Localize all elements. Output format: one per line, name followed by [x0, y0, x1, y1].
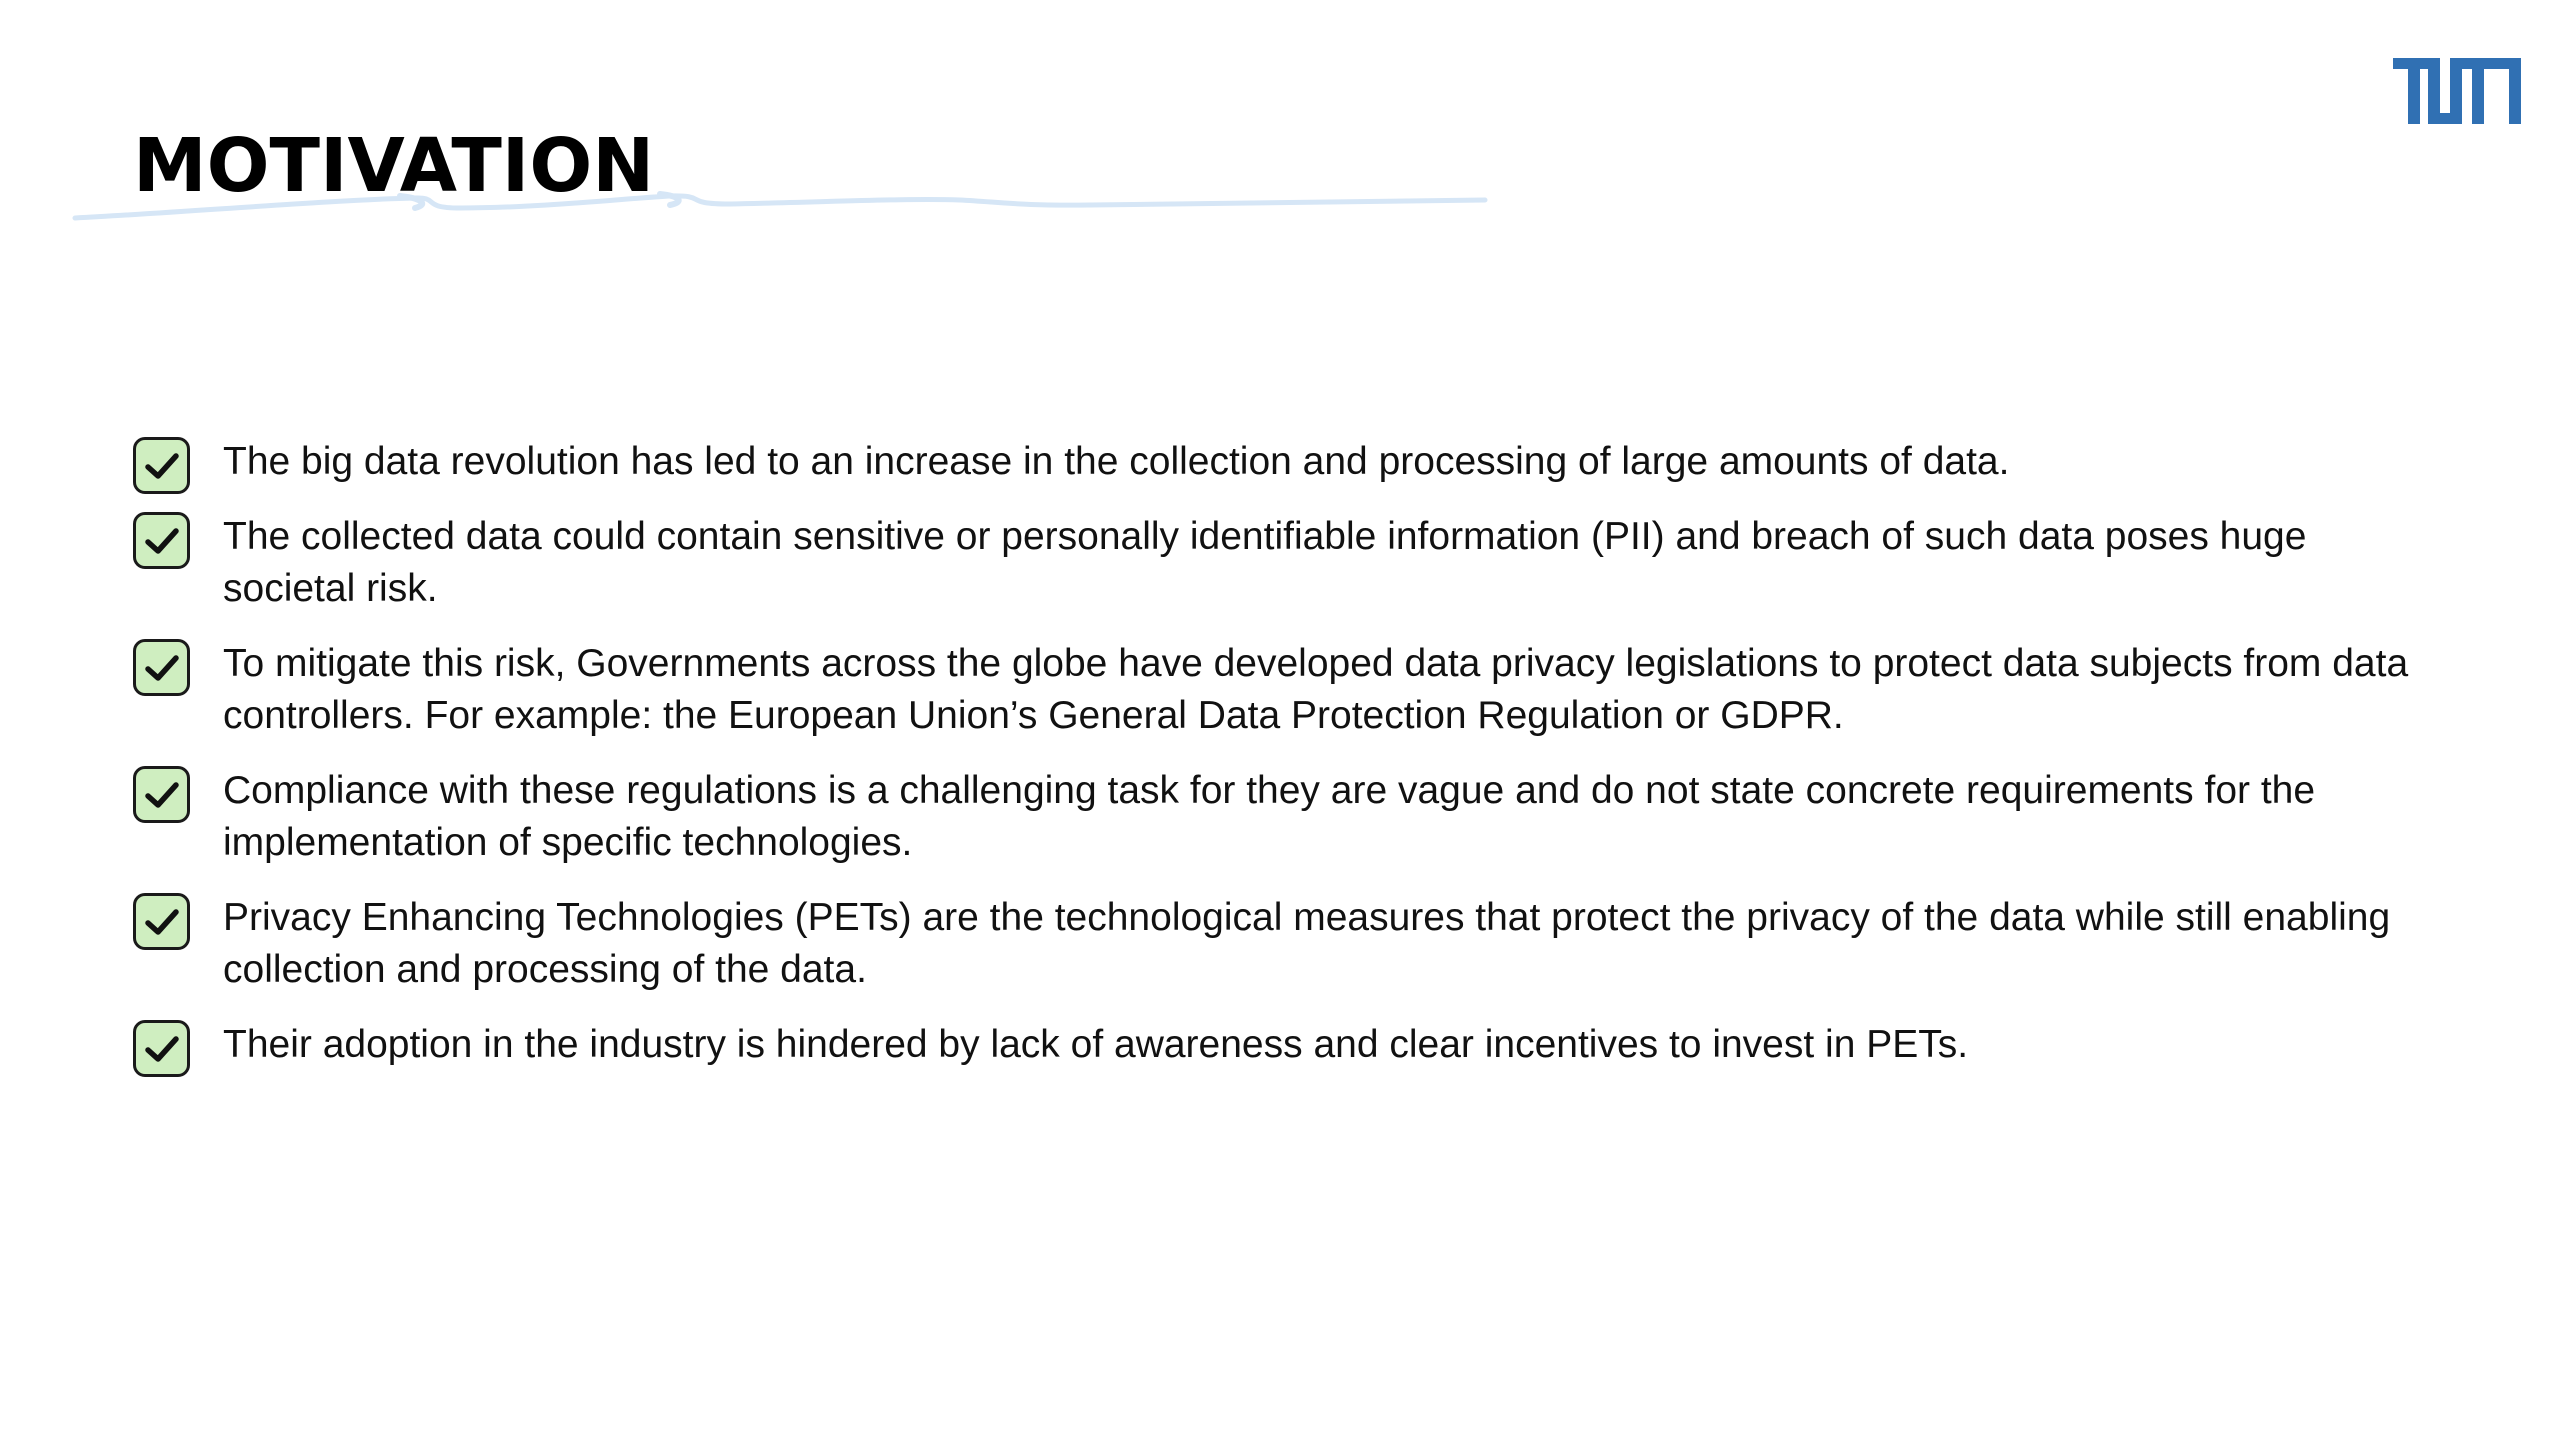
- bullet-text: Their adoption in the industry is hindered by lack of awareness and clear incentives to invest in PETs.: [223, 1023, 1969, 1066]
- bullet-item: [133, 436, 2433, 488]
- page-title: MOTIVATION: [133, 123, 655, 209]
- bullet-item: [133, 638, 2433, 742]
- bullet-item: [133, 892, 2433, 996]
- bullet-item: [133, 765, 2433, 869]
- tum-logo-icon: [2393, 58, 2521, 124]
- checkbox-checked-icon: [133, 437, 190, 494]
- bullet-text: To mitigate this risk, Governments across the globe have developed data privacy legislations to protect data subjects from data controllers. For example: the European Union’s General Data Protection Regulation or GDPR.: [223, 642, 2409, 737]
- bullet-text: The collected data could contain sensitive or personally identifiable information (PII) and breach of such data poses huge societal risk.: [223, 515, 2307, 610]
- bullet-text: The big data revolution has led to an increase in the collection and processing of large amounts of data.: [223, 440, 2010, 483]
- bullet-text: Compliance with these regulations is a challenging task for they are vague and do not state concrete requirements for the implementation of specific technologies.: [223, 769, 2316, 864]
- bullet-item: [133, 511, 2433, 615]
- checkbox-checked-icon: [133, 639, 190, 696]
- checkbox-checked-icon: [133, 1020, 190, 1077]
- title-underline-decoration: [70, 186, 1490, 226]
- checkbox-checked-icon: [133, 893, 190, 950]
- bullet-list: [133, 436, 2433, 1094]
- bullet-text: Privacy Enhancing Technologies (PETs) are the technological measures that protect the privacy of the data while still enabling collection and processing of the data.: [223, 896, 2391, 991]
- checkbox-checked-icon: [133, 512, 190, 569]
- bullet-item: [133, 1019, 2433, 1071]
- checkbox-checked-icon: [133, 766, 190, 823]
